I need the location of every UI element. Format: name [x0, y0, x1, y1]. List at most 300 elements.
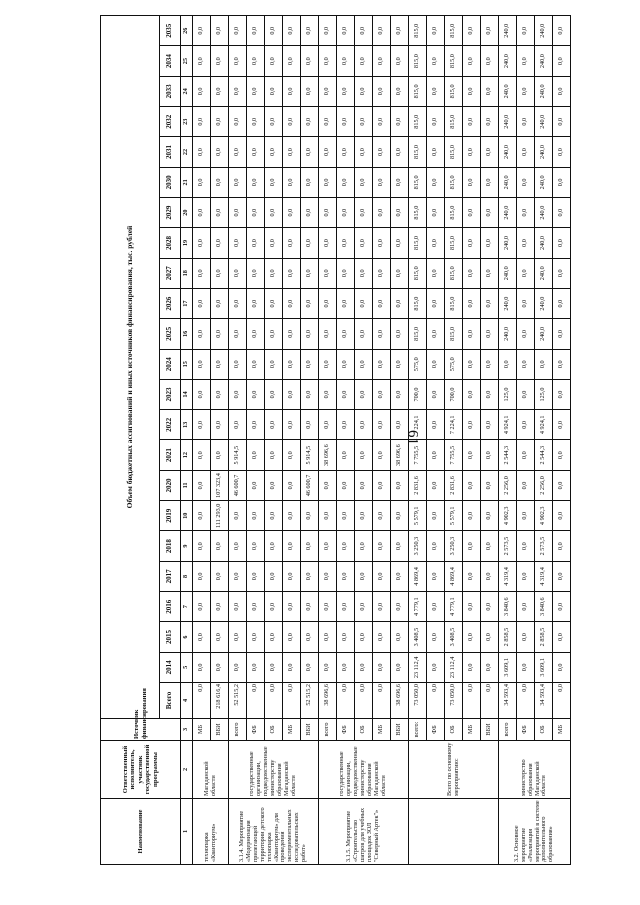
- year-value: 0,0: [283, 592, 301, 622]
- row-name: технопарка «Кванториум»: [193, 799, 229, 865]
- year-value: 0,0: [355, 501, 373, 531]
- year-value: 0,0: [553, 16, 571, 46]
- year-value: 0,0: [229, 561, 247, 591]
- year-value: 0,0: [427, 137, 445, 167]
- year-value: 240,0: [499, 319, 517, 349]
- year-value: 0,0: [193, 198, 211, 228]
- year-value: 0,0: [247, 76, 265, 106]
- year-value: 0,0: [229, 319, 247, 349]
- year-value: 0,0: [229, 501, 247, 531]
- table-row: [337, 16, 355, 865]
- year-value: 0,0: [355, 46, 373, 76]
- year-value: 0,0: [553, 410, 571, 440]
- year-value: 0,0: [463, 107, 481, 137]
- column-number: 6: [181, 622, 193, 652]
- year-value: 0,0: [283, 561, 301, 591]
- year-value: 0,0: [427, 531, 445, 561]
- year-value: 0,0: [211, 16, 229, 46]
- year-value: 0,0: [463, 652, 481, 682]
- year-value: 0,0: [193, 440, 211, 470]
- year-value: 0,0: [301, 107, 319, 137]
- year-value: 815,0: [409, 137, 427, 167]
- year-value: 0,0: [355, 137, 373, 167]
- year-value: 0,0: [481, 319, 499, 349]
- year-value: 0,0: [427, 228, 445, 258]
- year-value: 240,0: [535, 228, 553, 258]
- header-source: Источник финансирования: [101, 719, 181, 741]
- year-value: 575,0: [445, 349, 463, 379]
- column-number: 26: [181, 16, 193, 46]
- year-value: 0,0: [247, 592, 265, 622]
- year-value: 0,0: [391, 288, 409, 318]
- year-value: 0,0: [553, 258, 571, 288]
- year-value: 0,0: [283, 258, 301, 288]
- column-number: 16: [181, 319, 193, 349]
- table-row: [193, 16, 211, 865]
- year-value: 240,0: [499, 107, 517, 137]
- funding-source: всего:: [409, 719, 427, 741]
- year-value: 0,0: [553, 198, 571, 228]
- year-value: 0,0: [481, 198, 499, 228]
- year-value: 0,0: [373, 16, 391, 46]
- year-value: 0,0: [517, 440, 535, 470]
- year-value: 0,0: [481, 561, 499, 591]
- year-value: 0,0: [373, 288, 391, 318]
- year-value: 0,0: [319, 288, 337, 318]
- year-value: 0,0: [553, 137, 571, 167]
- header-year: 2025: [160, 319, 181, 349]
- year-value: 0,0: [337, 440, 355, 470]
- year-value: 2 544,3: [499, 440, 517, 470]
- year-value: 0,0: [391, 379, 409, 409]
- column-number: 21: [181, 167, 193, 197]
- year-value: 0,0: [517, 622, 535, 652]
- year-value: 0,0: [373, 410, 391, 440]
- year-value: 815,0: [445, 137, 463, 167]
- year-value: 0,0: [247, 501, 265, 531]
- year-value: 0,0: [337, 410, 355, 440]
- year-value: 0,0: [463, 561, 481, 591]
- funding-source: всего: [319, 719, 337, 741]
- year-value: 4 924,1: [535, 410, 553, 440]
- funding-source: ВБИ: [391, 719, 409, 741]
- year-value: 0,0: [535, 349, 553, 379]
- year-value: 0,0: [319, 379, 337, 409]
- year-value: 0,0: [463, 531, 481, 561]
- header-year: 2031: [160, 137, 181, 167]
- year-value: 0,0: [463, 622, 481, 652]
- year-value: 0,0: [463, 46, 481, 76]
- year-value: 0,0: [463, 198, 481, 228]
- year-value: 0,0: [337, 198, 355, 228]
- year-value: 240,0: [535, 16, 553, 46]
- year-value: 0,0: [391, 349, 409, 379]
- year-value: 0,0: [481, 76, 499, 106]
- year-value: 0,0: [319, 592, 337, 622]
- column-number: 22: [181, 137, 193, 167]
- year-value: 0,0: [319, 531, 337, 561]
- year-value: 0,0: [301, 561, 319, 591]
- rotated-page: [100, 15, 565, 865]
- year-value: 0,0: [211, 198, 229, 228]
- year-value: 0,0: [463, 167, 481, 197]
- year-value: 0,0: [337, 228, 355, 258]
- year-value: 0,0: [391, 470, 409, 500]
- year-value: 0,0: [301, 379, 319, 409]
- year-value: 0,0: [193, 622, 211, 652]
- year-value: 815,0: [445, 258, 463, 288]
- year-value: 0,0: [481, 410, 499, 440]
- year-value: 0,0: [337, 561, 355, 591]
- year-value: 0,0: [211, 167, 229, 197]
- year-value: 0,0: [391, 46, 409, 76]
- year-value: 0,0: [229, 410, 247, 440]
- header-year: 2017: [160, 561, 181, 591]
- year-value: 0,0: [391, 410, 409, 440]
- total-value: 34 593,4: [535, 683, 553, 719]
- year-value: 240,0: [535, 46, 553, 76]
- column-number: 17: [181, 288, 193, 318]
- year-value: 0,0: [391, 16, 409, 46]
- year-value: 0,0: [553, 319, 571, 349]
- header-year: 2015: [160, 622, 181, 652]
- table-row: [301, 16, 319, 865]
- table-row: [481, 16, 499, 865]
- year-value: 0,0: [373, 228, 391, 258]
- year-value: 0,0: [373, 258, 391, 288]
- funding-source: МБ: [373, 719, 391, 741]
- year-value: 815,0: [409, 288, 427, 318]
- table-row: [319, 16, 337, 865]
- column-number: 15: [181, 349, 193, 379]
- year-value: 0,0: [301, 76, 319, 106]
- header-responsible: Ответственный исполнитель, участник государственной программы: [101, 741, 181, 799]
- year-value: 0,0: [355, 379, 373, 409]
- year-value: 0,0: [265, 410, 283, 440]
- year-value: 4 924,1: [499, 410, 517, 440]
- year-value: 0,0: [553, 652, 571, 682]
- year-value: 575,0: [409, 349, 427, 379]
- column-number: 4: [181, 683, 193, 719]
- year-value: 0,0: [265, 198, 283, 228]
- header-year: 2029: [160, 198, 181, 228]
- year-value: 0,0: [319, 167, 337, 197]
- column-number: 13: [181, 410, 193, 440]
- year-value: 0,0: [517, 107, 535, 137]
- year-value: 0,0: [211, 652, 229, 682]
- year-value: 111 293,0: [211, 501, 229, 531]
- year-value: 0,0: [283, 470, 301, 500]
- table-row: [391, 16, 409, 865]
- year-value: 0,0: [463, 592, 481, 622]
- year-value: 0,0: [355, 349, 373, 379]
- year-value: 0,0: [301, 228, 319, 258]
- year-value: 0,0: [319, 319, 337, 349]
- column-number: 5: [181, 652, 193, 682]
- year-value: 0,0: [481, 349, 499, 379]
- column-number: 24: [181, 76, 193, 106]
- year-value: 0,0: [211, 258, 229, 288]
- year-value: 240,0: [499, 76, 517, 106]
- year-value: 0,0: [553, 288, 571, 318]
- year-value: 0,0: [355, 288, 373, 318]
- year-value: 0,0: [247, 349, 265, 379]
- year-value: 0,0: [481, 622, 499, 652]
- year-value: 0,0: [229, 16, 247, 46]
- year-value: 240,0: [535, 198, 553, 228]
- year-value: 0,0: [481, 16, 499, 46]
- year-value: 2 544,3: [535, 440, 553, 470]
- year-value: 0,0: [283, 531, 301, 561]
- header-row-1: [101, 16, 160, 865]
- table-row: [427, 16, 445, 865]
- year-value: 0,0: [373, 198, 391, 228]
- year-value: 0,0: [391, 137, 409, 167]
- year-value: 0,0: [301, 592, 319, 622]
- year-value: 0,0: [211, 288, 229, 318]
- year-value: 0,0: [211, 137, 229, 167]
- year-value: 0,0: [427, 379, 445, 409]
- year-value: 0,0: [463, 410, 481, 440]
- year-value: 0,0: [319, 137, 337, 167]
- row-executor: Всего по основному мероприятию:: [409, 741, 499, 799]
- year-value: 815,0: [409, 167, 427, 197]
- year-value: 0,0: [463, 379, 481, 409]
- year-value: 0,0: [337, 16, 355, 46]
- year-value: 0,0: [337, 531, 355, 561]
- year-value: 240,0: [535, 258, 553, 288]
- funding-source: ВБИ: [481, 719, 499, 741]
- header-year: 2019: [160, 501, 181, 531]
- funding-source: ФБ: [247, 719, 265, 741]
- year-value: 0,0: [373, 652, 391, 682]
- header-year: 2021: [160, 440, 181, 470]
- year-value: 0,0: [373, 46, 391, 76]
- year-value: 0,0: [283, 107, 301, 137]
- year-value: 0,0: [553, 76, 571, 106]
- year-value: 240,0: [499, 46, 517, 76]
- year-value: 0,0: [265, 16, 283, 46]
- year-value: 700,0: [445, 379, 463, 409]
- year-value: 0,0: [193, 167, 211, 197]
- year-value: 0,0: [265, 592, 283, 622]
- year-value: 0,0: [481, 652, 499, 682]
- year-value: 0,0: [427, 16, 445, 46]
- year-value: 0,0: [247, 107, 265, 137]
- row-executor: государственные организации, подведомственные министерству образования Магаданской области: [229, 741, 319, 799]
- year-value: 0,0: [337, 288, 355, 318]
- funding-source: ОБ: [355, 719, 373, 741]
- year-value: 0,0: [319, 198, 337, 228]
- year-value: 0,0: [337, 258, 355, 288]
- year-value: 0,0: [481, 379, 499, 409]
- row-name: 3.1.5. Мероприятие «Строительство шатров для учебных площадок ЗОЛ "Северный Артек"»: [319, 799, 409, 865]
- year-value: 0,0: [427, 76, 445, 106]
- year-value: 46 600,7: [229, 470, 247, 500]
- year-value: 0,0: [193, 137, 211, 167]
- year-value: 5 914,5: [301, 440, 319, 470]
- year-value: 0,0: [319, 16, 337, 46]
- year-value: 815,0: [409, 107, 427, 137]
- year-value: 0,0: [283, 652, 301, 682]
- year-value: 0,0: [229, 228, 247, 258]
- year-value: 0,0: [193, 319, 211, 349]
- year-value: 0,0: [265, 76, 283, 106]
- year-value: 0,0: [265, 501, 283, 531]
- year-value: 0,0: [301, 167, 319, 197]
- year-value: 240,0: [499, 198, 517, 228]
- year-value: 0,0: [481, 501, 499, 531]
- year-value: 38 696,6: [391, 440, 409, 470]
- year-value: 815,0: [445, 76, 463, 106]
- column-number: 10: [181, 501, 193, 531]
- row-name: 3.1.4. Мероприятие «Модернизация прилегающей территории детского технопарка «Кванториум» для проведения экспериментальных исследовательских работ»: [229, 799, 319, 865]
- year-value: 0,0: [373, 167, 391, 197]
- year-value: 0,0: [319, 76, 337, 106]
- year-value: 0,0: [247, 167, 265, 197]
- column-number: 20: [181, 198, 193, 228]
- year-value: 0,0: [553, 379, 571, 409]
- table-row: [463, 16, 481, 865]
- year-value: 5 579,1: [409, 501, 427, 531]
- table-row: [373, 16, 391, 865]
- year-value: 0,0: [193, 107, 211, 137]
- year-value: 0,0: [247, 198, 265, 228]
- year-value: 0,0: [193, 379, 211, 409]
- year-value: 0,0: [355, 319, 373, 349]
- year-value: 0,0: [319, 258, 337, 288]
- year-value: 0,0: [247, 319, 265, 349]
- year-value: 0,0: [211, 76, 229, 106]
- year-value: 0,0: [427, 288, 445, 318]
- year-value: 0,0: [517, 198, 535, 228]
- year-value: 0,0: [211, 410, 229, 440]
- year-value: 0,0: [517, 531, 535, 561]
- year-value: 0,0: [373, 379, 391, 409]
- table-row: [535, 16, 553, 865]
- column-number: 23: [181, 107, 193, 137]
- header-year: 2023: [160, 379, 181, 409]
- year-value: 2 573,5: [535, 531, 553, 561]
- year-value: 0,0: [265, 531, 283, 561]
- year-value: 0,0: [517, 258, 535, 288]
- year-value: 0,0: [517, 592, 535, 622]
- year-value: 815,0: [445, 167, 463, 197]
- year-value: 0,0: [463, 258, 481, 288]
- funding-source: ВБИ: [211, 719, 229, 741]
- year-value: 0,0: [283, 319, 301, 349]
- year-value: 0,0: [481, 288, 499, 318]
- year-value: 0,0: [283, 410, 301, 440]
- year-value: 0,0: [193, 349, 211, 379]
- year-value: 0,0: [319, 561, 337, 591]
- funding-source: ОБ: [445, 719, 463, 741]
- header-year: 2028: [160, 228, 181, 258]
- year-value: 815,0: [445, 46, 463, 76]
- year-value: 0,0: [517, 319, 535, 349]
- year-value: 0,0: [247, 228, 265, 258]
- year-value: 2 256,0: [499, 470, 517, 500]
- table-row: [283, 16, 301, 865]
- header-year: 2035: [160, 16, 181, 46]
- year-value: 0,0: [355, 531, 373, 561]
- total-value: 52 515,2: [301, 683, 319, 719]
- year-value: 0,0: [373, 319, 391, 349]
- header-total: Всего: [160, 683, 181, 719]
- year-value: 0,0: [211, 379, 229, 409]
- column-number: 25: [181, 46, 193, 76]
- year-value: 3 250,3: [409, 531, 427, 561]
- year-value: 0,0: [229, 258, 247, 288]
- row-executor: Магаданской области: [193, 741, 229, 799]
- year-value: 0,0: [463, 228, 481, 258]
- year-value: 0,0: [265, 137, 283, 167]
- year-value: 4 902,3: [535, 501, 553, 531]
- year-value: 0,0: [211, 531, 229, 561]
- year-value: 0,0: [373, 440, 391, 470]
- total-value: 0,0: [193, 683, 211, 719]
- year-value: 46 600,7: [301, 470, 319, 500]
- column-numbers-row: [181, 16, 193, 865]
- total-value: 0,0: [553, 683, 571, 719]
- year-value: 0,0: [517, 652, 535, 682]
- year-value: 0,0: [229, 531, 247, 561]
- year-value: 0,0: [247, 440, 265, 470]
- year-value: 0,0: [211, 319, 229, 349]
- table-row: [355, 16, 373, 865]
- year-value: 0,0: [337, 592, 355, 622]
- year-value: 0,0: [211, 561, 229, 591]
- year-value: 0,0: [427, 470, 445, 500]
- year-value: 0,0: [229, 198, 247, 228]
- header-year: 2020: [160, 470, 181, 500]
- year-value: 0,0: [517, 410, 535, 440]
- year-value: 0,0: [193, 410, 211, 440]
- year-value: 0,0: [247, 470, 265, 500]
- year-value: 0,0: [517, 349, 535, 379]
- year-value: 0,0: [481, 440, 499, 470]
- total-value: 0,0: [373, 683, 391, 719]
- year-value: 0,0: [319, 622, 337, 652]
- year-value: 0,0: [265, 470, 283, 500]
- year-value: 815,0: [445, 107, 463, 137]
- year-value: 0,0: [337, 652, 355, 682]
- year-value: 815,0: [445, 16, 463, 46]
- year-value: 0,0: [427, 561, 445, 591]
- year-value: 0,0: [211, 440, 229, 470]
- year-value: 0,0: [391, 561, 409, 591]
- year-value: 815,0: [409, 16, 427, 46]
- year-value: 0,0: [427, 167, 445, 197]
- header-year: 2027: [160, 258, 181, 288]
- funding-source: ФБ: [427, 719, 445, 741]
- year-value: 2 831,6: [445, 470, 463, 500]
- total-value: 218 616,4: [211, 683, 229, 719]
- year-value: 0,0: [247, 16, 265, 46]
- year-value: 0,0: [373, 470, 391, 500]
- total-value: 0,0: [427, 683, 445, 719]
- year-value: 0,0: [265, 379, 283, 409]
- year-value: 0,0: [301, 622, 319, 652]
- header-name: Наименование: [101, 799, 181, 865]
- year-value: 240,0: [499, 258, 517, 288]
- header-year: 2032: [160, 107, 181, 137]
- year-value: 0,0: [553, 440, 571, 470]
- column-number: 9: [181, 531, 193, 561]
- year-value: 0,0: [373, 76, 391, 106]
- year-value: 0,0: [517, 46, 535, 76]
- year-value: 815,0: [445, 319, 463, 349]
